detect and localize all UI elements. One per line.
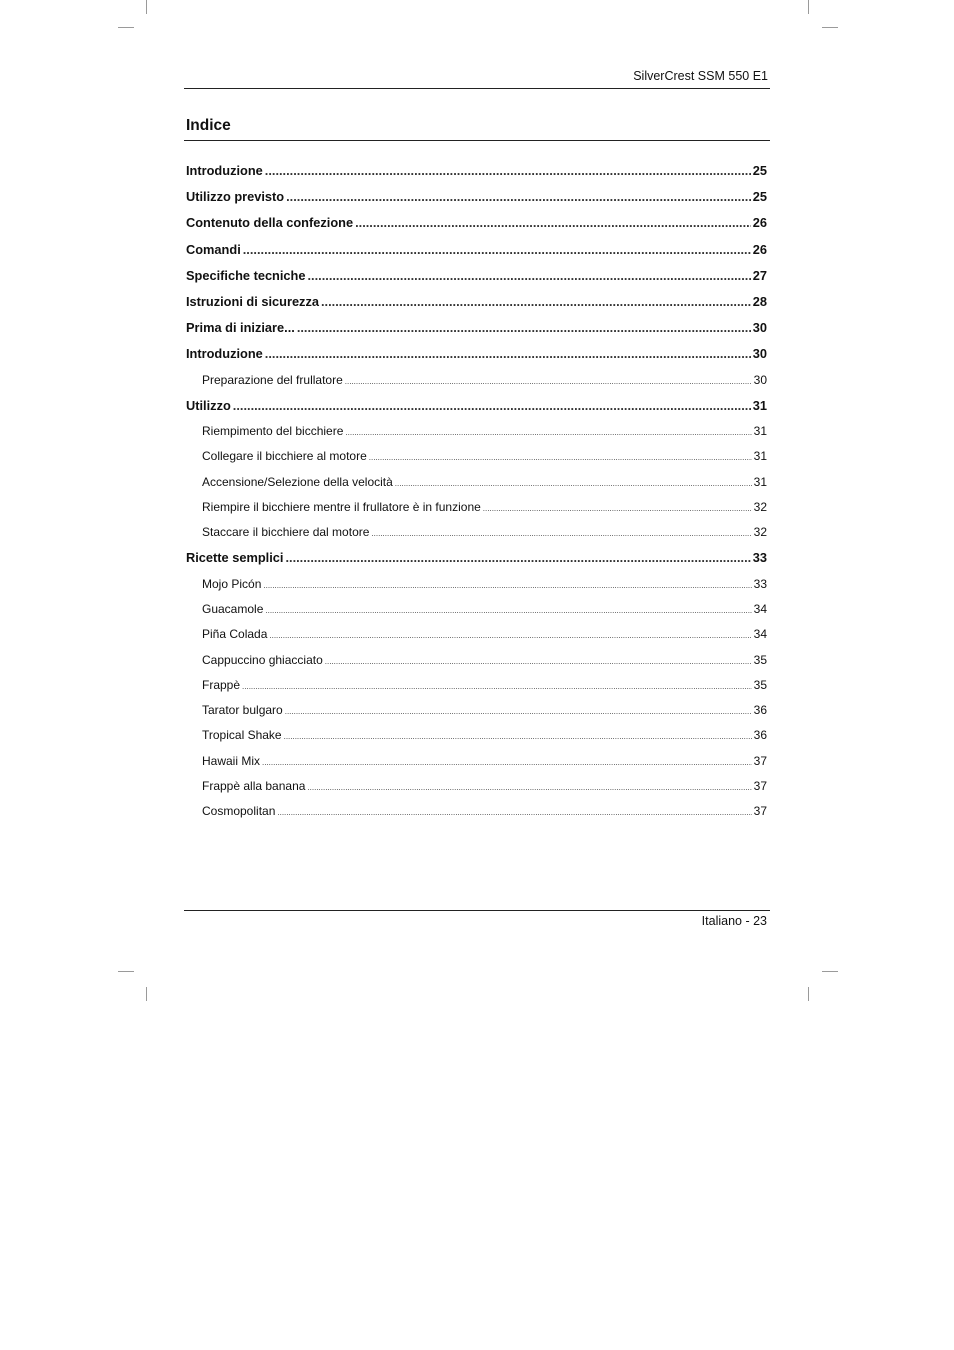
toc-subentry[interactable]: [186, 698, 767, 723]
toc-entry-label: Utilizzo previsto: [186, 189, 285, 205]
toc-entry-page: 25: [752, 189, 767, 205]
dot-leader: [321, 289, 751, 315]
toc-entry[interactable]: [186, 315, 767, 341]
toc-subentry[interactable]: [186, 495, 767, 520]
toc-subentry[interactable]: [186, 648, 767, 673]
toc-entry-label: Introduzione: [186, 346, 263, 362]
toc-entry[interactable]: [186, 545, 767, 571]
toc-entry-label: Tarator bulgaro: [202, 703, 283, 718]
dot-leader: [345, 369, 752, 393]
toc-entry-page: 34: [753, 601, 767, 616]
toc-entry-label: Preparazione del frullatore: [202, 372, 343, 387]
dot-leader: [369, 445, 752, 469]
toc-entry-page: 31: [753, 423, 767, 438]
toc-subentry[interactable]: [186, 597, 767, 622]
toc-entry-page: 26: [752, 241, 767, 257]
toc-subentry[interactable]: [186, 444, 767, 469]
footer-rule: [184, 910, 770, 911]
toc-entry-label: Contenuto della confezione: [186, 215, 354, 231]
toc-subentry[interactable]: [186, 723, 767, 748]
dot-leader: [395, 471, 752, 495]
toc-entry-page: 31: [753, 474, 767, 489]
toc-entry-page: 33: [752, 550, 767, 566]
toc-entry-label: Istruzioni di sicurezza: [186, 293, 319, 309]
toc-entry-page: 35: [753, 652, 767, 667]
toc-entry[interactable]: [186, 341, 767, 367]
toc-entry-label: Riempire il bicchiere mentre il frullatore è in funzione: [202, 499, 481, 514]
toc-entry-page: 35: [753, 677, 767, 692]
toc-entry-page: 27: [752, 267, 767, 283]
toc-entry-page: 32: [753, 525, 767, 540]
dot-leader: [265, 341, 751, 367]
dot-leader: [286, 184, 751, 210]
toc-entry-page: 33: [753, 576, 767, 591]
toc-subentry[interactable]: [186, 572, 767, 597]
toc-entry[interactable]: [186, 237, 767, 263]
toc-entry-page: 25: [752, 163, 767, 178]
toc-entry-page: 36: [753, 728, 767, 743]
toc-entry-label: Specifiche tecniche: [186, 267, 306, 283]
page-title: Indice: [186, 117, 231, 134]
dot-leader: [242, 674, 752, 698]
toc-entry-page: 36: [753, 703, 767, 718]
toc-entry-label: Collegare il bicchiere al motore: [202, 449, 367, 464]
toc-subentry[interactable]: [186, 622, 767, 647]
running-header: SilverCrest SSM 550 E1: [633, 69, 768, 83]
dot-leader: [265, 598, 751, 622]
toc-entry-label: Utilizzo: [186, 397, 231, 413]
toc-entry-label: Prima di iniziare...: [186, 320, 295, 336]
crop-mark: [118, 971, 134, 972]
toc-entry-label: Guacamole: [202, 601, 264, 616]
dot-leader: [297, 315, 751, 341]
toc-entry-label: Hawaii Mix: [202, 753, 261, 768]
toc-entry-label: Frappè: [202, 677, 241, 692]
dot-leader: [355, 210, 751, 236]
crop-mark: [146, 987, 147, 1001]
toc-entry-label: Accensione/Selezione della velocità: [202, 474, 393, 489]
toc-subentry[interactable]: [186, 749, 767, 774]
toc-subentry[interactable]: [186, 673, 767, 698]
dot-leader: [307, 775, 751, 799]
dot-leader: [483, 496, 752, 520]
dot-leader: [262, 750, 752, 774]
toc-entry[interactable]: [186, 289, 767, 315]
toc-entry[interactable]: [186, 184, 767, 210]
title-rule: [184, 140, 770, 141]
dot-leader: [233, 393, 751, 419]
dot-leader: [285, 545, 750, 571]
crop-mark: [146, 0, 147, 14]
toc-entry-page: 31: [753, 449, 767, 464]
toc-entry-label: Frappè alla banana: [202, 779, 306, 794]
toc-entry-label: Piña Colada: [202, 627, 268, 642]
toc-entry[interactable]: [186, 210, 767, 236]
dot-leader: [325, 649, 752, 673]
toc-entry-label: Cappuccino ghiacciato: [202, 652, 323, 667]
dot-leader: [371, 521, 751, 545]
toc-entry-page: 26: [752, 215, 767, 231]
toc-subentry[interactable]: [186, 799, 767, 824]
dot-leader: [285, 699, 752, 723]
toc-subentry[interactable]: [186, 368, 767, 393]
toc-subentry[interactable]: [186, 520, 767, 545]
header-rule: [184, 88, 770, 89]
page-number: Italiano - 23: [701, 914, 767, 928]
dot-leader: [277, 800, 751, 824]
dot-leader: [307, 263, 750, 289]
crop-mark: [808, 987, 809, 1001]
toc-entry-label: Staccare il bicchiere dal motore: [202, 525, 370, 540]
toc-entry-page: 37: [753, 753, 767, 768]
crop-mark: [822, 971, 838, 972]
crop-mark: [118, 27, 134, 28]
toc-entry-page: 30: [752, 320, 767, 336]
table-of-contents: [186, 158, 767, 825]
dot-leader: [284, 724, 752, 748]
toc-entry-page: 37: [753, 779, 767, 794]
toc-subentry[interactable]: [186, 419, 767, 444]
toc-entry-label: Tropical Shake: [202, 728, 282, 743]
toc-entry-label: Introduzione: [186, 163, 263, 178]
dot-leader: [265, 158, 751, 184]
toc-entry[interactable]: [186, 393, 767, 419]
toc-entry-label: Riempimento del bicchiere: [202, 423, 344, 438]
toc-entry-page: 34: [753, 627, 767, 642]
toc-entry-label: Ricette semplici: [186, 550, 284, 566]
dot-leader: [243, 237, 751, 263]
toc-entry-page: 32: [753, 499, 767, 514]
toc-entry-label: Cosmopolitan: [202, 804, 276, 819]
crop-mark: [822, 27, 838, 28]
toc-entry[interactable]: [186, 263, 767, 289]
toc-entry-label: Comandi: [186, 241, 241, 257]
toc-entry-page: 30: [752, 346, 767, 362]
crop-mark: [808, 0, 809, 14]
toc-entry-page: 31: [752, 397, 767, 413]
toc-entry-page: 28: [752, 293, 767, 309]
toc-subentry[interactable]: [186, 774, 767, 799]
toc-entry-page: 37: [753, 804, 767, 819]
toc-subentry[interactable]: [186, 470, 767, 495]
toc-entry[interactable]: [186, 158, 767, 184]
toc-entry-page: 30: [753, 372, 767, 387]
dot-leader: [269, 623, 751, 647]
dot-leader: [345, 420, 751, 444]
dot-leader: [263, 573, 751, 597]
toc-entry-label: Mojo Picón: [202, 576, 262, 591]
